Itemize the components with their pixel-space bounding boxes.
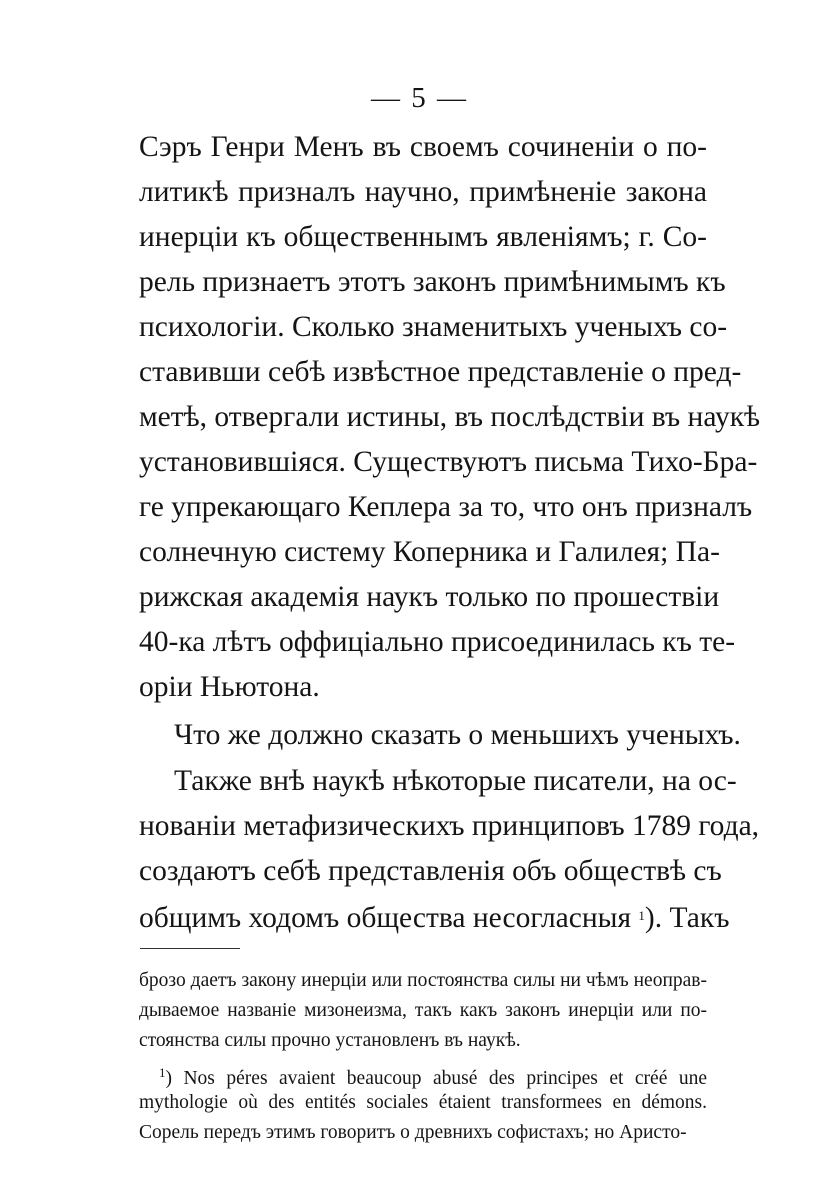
text-line-with-footnote-ref: [139, 897, 730, 937]
text-line: ставивши себѣ извѣстное представленіе о пред-: [139, 356, 742, 388]
text-line: литикѣ призналъ научно, примѣненіе закона: [139, 176, 707, 208]
text-line: оріи Ньютона.: [139, 671, 320, 703]
text-line: рель признаетъ этотъ законъ примѣнимымъ къ: [139, 266, 726, 298]
footnote-separator: [140, 948, 240, 949]
page-number: — 5 —: [371, 82, 468, 114]
text-line: Сэръ Генри Менъ въ своемъ сочиненіи о по-: [139, 131, 707, 163]
footnote-note: [159, 1060, 707, 1092]
footnote-marker: 1: [159, 1065, 166, 1080]
text-segment: общимъ ходомъ общества несогласныя: [139, 902, 632, 934]
footnote-line: брозо даетъ закону инерціи или постоянства силы ни чѣмъ неоправ-: [139, 970, 707, 991]
footnote-line: mythologie où des entités sociales étaient transformees en démons.: [139, 1092, 707, 1113]
footnote-text: ) Nos péres avaient beaucoup abusé des principes et créé une: [165, 1068, 707, 1089]
footnote-line: стоянства силы прочно установленъ въ наукѣ.: [139, 1030, 521, 1051]
text-line: солнечную систему Коперника и Галилея; Па-: [139, 536, 720, 568]
footnote-line: дываемое названіе мизонеизма, такъ какъ законъ инерціи или по-: [139, 1000, 707, 1021]
text-line: установившіяся. Существуютъ письма Тихо-Бра-: [139, 446, 758, 478]
text-line: инерціи къ общественнымъ явленіямъ; г. Со-: [139, 221, 707, 253]
text-line: ге упрекающаго Кеплера за то, что онъ призналъ: [139, 491, 753, 523]
text-line: психологіи. Сколько знаменитыхъ ученыхъ со-: [139, 311, 728, 343]
text-line: 40-ка лѣтъ оффиціально присоединилась къ те-: [139, 626, 736, 658]
footnote-line: Сорель передъ этимъ говоритъ о древнихъ софистахъ; но Аристо-: [139, 1122, 687, 1143]
text-line: нованіи метафизическихъ принциповъ 1789 года,: [139, 810, 760, 842]
text-line: создаютъ себѣ представленія объ обществѣ съ: [139, 855, 722, 887]
text-line: Также внѣ наукѣ нѣкоторые писатели, на ос-: [174, 765, 737, 797]
text-line: Что же должно сказать о меньшихъ ученыхъ.: [174, 719, 741, 751]
footnote-reference: 1: [638, 908, 645, 923]
text-segment: ). Такъ: [644, 902, 730, 934]
text-line: рижская академія наукъ только по прошествіи: [139, 581, 720, 613]
text-line: метѣ, отвергали истины, въ послѣдствіи въ наукѣ: [139, 401, 761, 433]
